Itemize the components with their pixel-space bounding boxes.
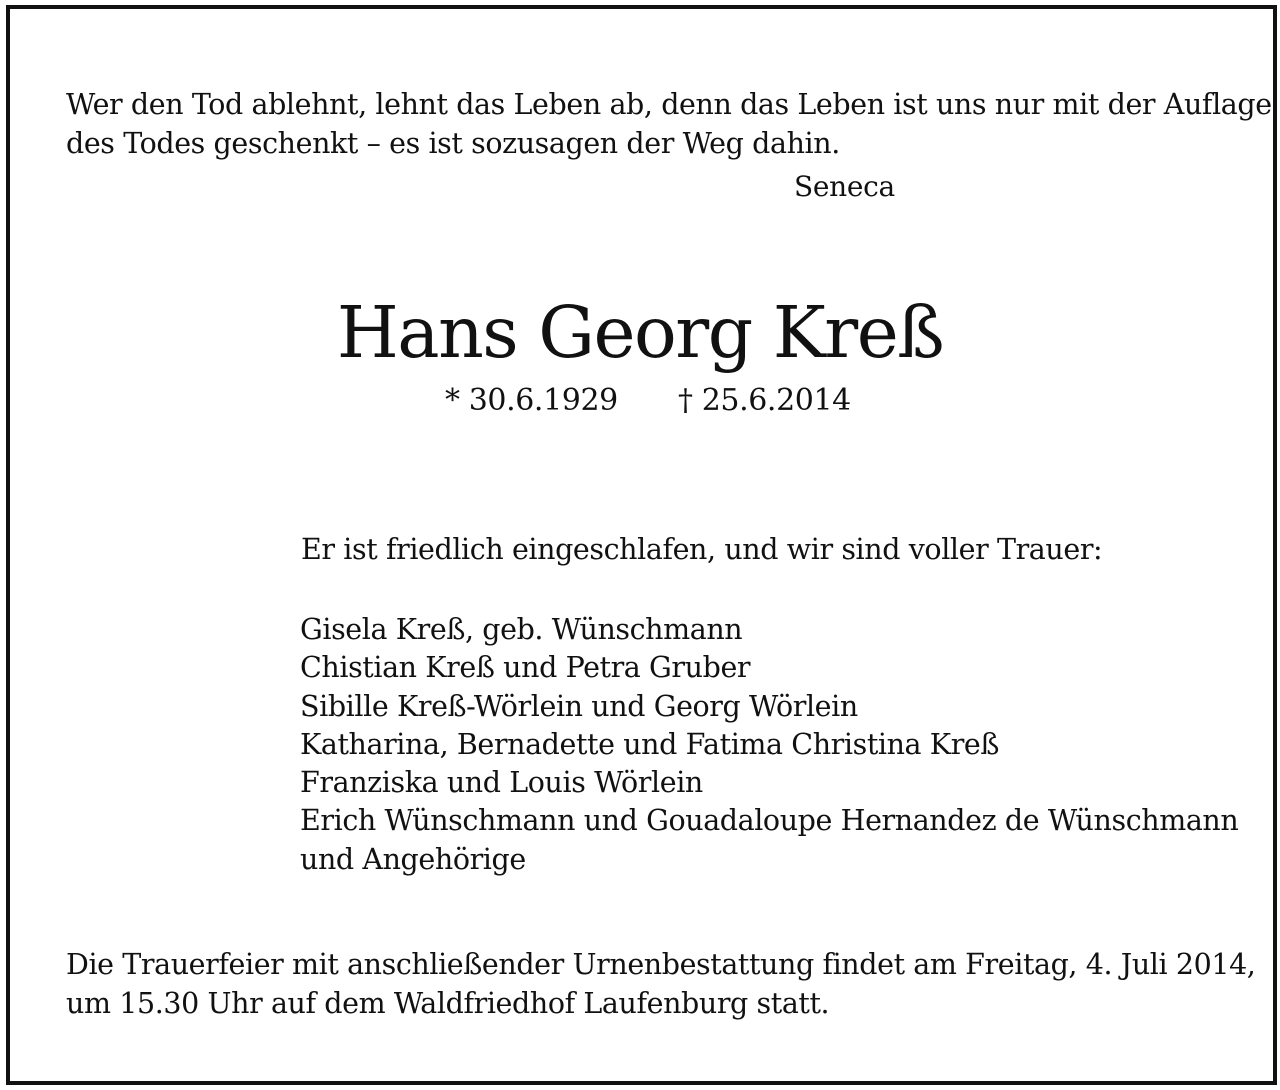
birth-date: * 30.6.1929 [445, 383, 618, 418]
mourner-entry: und Angehörige [300, 842, 526, 876]
mourner-entry: Gisela Kreß, geb. Wünschmann [300, 613, 743, 646]
death-date: † 25.6.2014 [678, 383, 851, 418]
epigraph-quote [66, 85, 1272, 163]
service-line: Die Trauerfeier mit anschließender Urnenbestattung findet am Freitag, 4. Juli 2014, [66, 948, 1256, 981]
funeral-service-notice [66, 945, 1255, 1023]
mourner-entry: Erich Wünschmann und Gouadaloupe Hernandez de Wünschmann [300, 804, 1239, 838]
mourner-entry: Chistian Kreß und Petra Gruber [300, 651, 751, 685]
service-line: um 15.30 Uhr auf dem Waldfriedhof Laufenburg statt. [66, 987, 830, 1020]
mourner-entry: Katharina, Bernadette und Fatima Christina Kreß [300, 727, 1000, 761]
mourning-statement: Er ist friedlich eingeschlafen, und wir sind voller Trauer: [301, 533, 1103, 566]
mourners-list [300, 611, 1238, 879]
quote-author: Seneca [794, 170, 895, 203]
mourner-entry: Sibille Kreß-Wörlein und Georg Wörlein [300, 689, 858, 723]
quote-line: Wer den Tod ablehnt, lehnt das Leben ab, denn das Leben ist uns nur mit der Auflage [66, 88, 1272, 121]
deceased-name: Hans Georg Kreß [336, 291, 944, 374]
mourner-entry: Franziska und Louis Wörlein [300, 766, 703, 800]
quote-line: des Todes geschenkt – es ist sozusagen der Weg dahin. [66, 127, 840, 160]
